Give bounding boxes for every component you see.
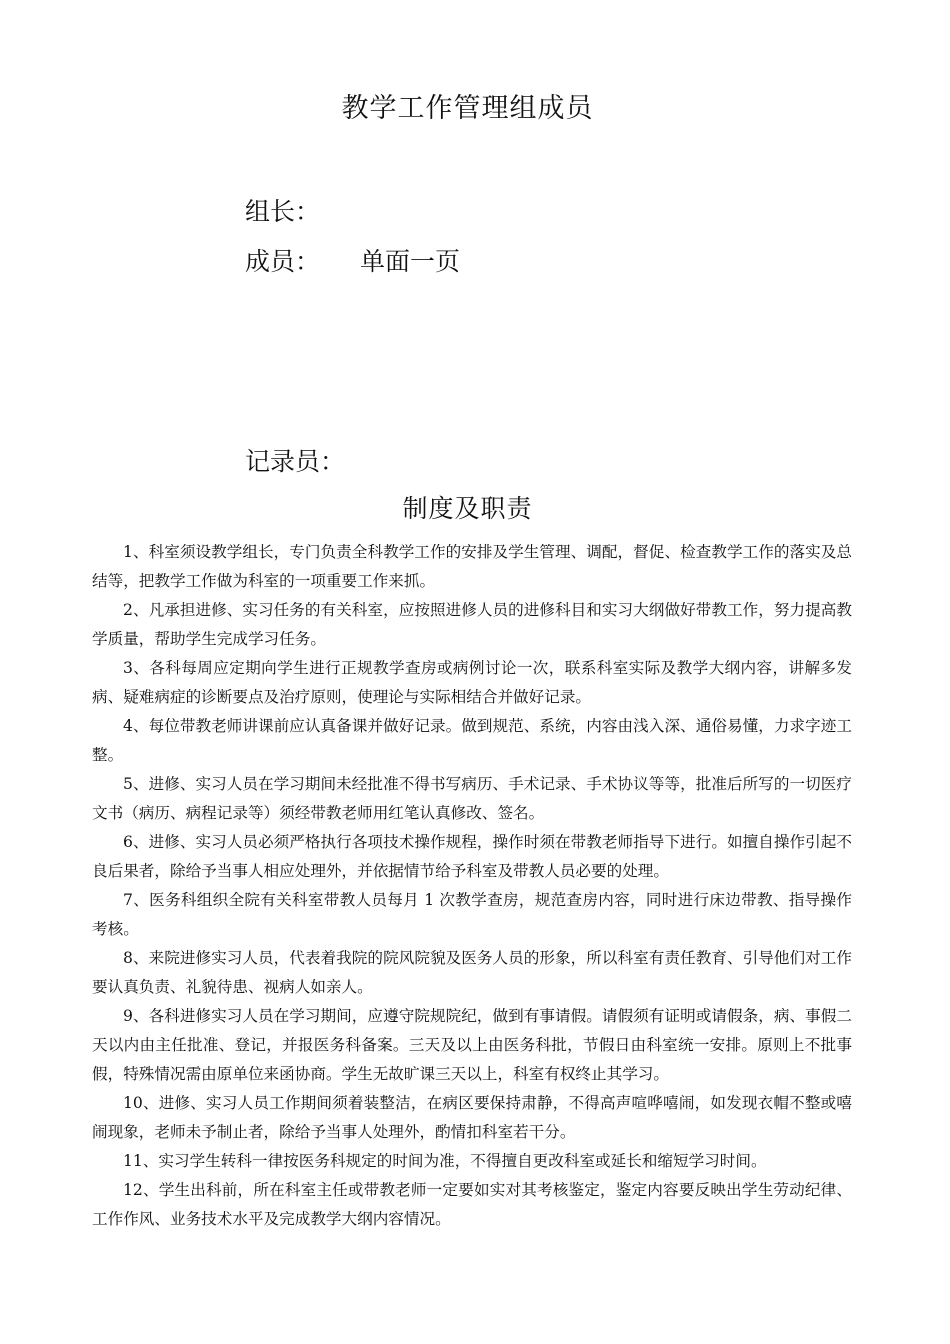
rule-item: 5、进修、实习人员在学习期间未经批准不得书写病历、手术记录、手术协议等等，批准后所写的一切医疗文书（病历、病程记录等）须经带教老师用红笔认真修改、签名。: [92, 775, 852, 822]
rule-item: 10、进修、实习人员工作期间须着装整洁，在病区要保持肃静，不得高声喧哗嘻闹，如发现衣帽不整或嘻闹现象，老师未予制止者，除给予当事人处理外，酌情扣科室若干分。: [92, 1094, 852, 1141]
rule-item: 2、凡承担进修、实习任务的有关科室，应按照进修人员的进修科目和实习大纲做好带教工作，努力提高教学质量，帮助学生完成学习任务。: [92, 601, 852, 648]
rule-item: 4、每位带教老师讲课前应认真备课并做好记录。做到规范、系统，内容由浅入深、通俗易懂，力求字迹工整。: [92, 717, 852, 764]
rule-item: 8、来院进修实习人员，代表着我院的院风院貌及医务人员的形象，所以科室有责任教育、引导他们对工作要认真负责、礼貌待患、视病人如亲人。: [92, 949, 852, 996]
rule-item: 3、各科每周应定期向学生进行正规教学查房或病例讨论一次，联系科室实际及教学大纲内容，讲解多发病、疑难病症的诊断要点及治疗原则，使理论与实际相结合并做好记录。: [92, 659, 852, 706]
members-field: [245, 242, 460, 278]
rule-item: 9、各科进修实习人员在学习期间，应遵守院规院纪，做到有事请假。请假须有证明或请假条，病、事假二天以内由主任批准、登记，并报医务科备案。三天及以上由医务科批，节假日由科室统一安排。原则上不批事假，特殊情况需由原单位来函协商。学生无故旷课三天以上，科室有权终止其学习。: [92, 1007, 852, 1083]
recorder-label: 记录员：: [245, 447, 346, 476]
team-leader-label: 组长：: [245, 197, 321, 226]
recorder-field: [245, 442, 345, 478]
rule-item: 12、学生出科前，所在科室主任或带教老师一定要如实对其考核鉴定，鉴定内容要反映出学生劳动纪律、工作作风、业务技术水平及完成教学大纲内容情况。: [92, 1181, 852, 1228]
rule-item: 7、医务科组织全院有关科室带教人员每月 1 次教学查房，规范查房内容，同时进行床边带教、指导操作考核。: [92, 891, 852, 938]
rule-item: 6、进修、实习人员必须严格执行各项技术操作规程，操作时须在带教老师指导下进行。如擅自操作引起不良后果者，除给予当事人相应处理外，并依据情节给予科室及带教人员必要的处理。: [92, 833, 852, 880]
members-label: 成员：: [245, 247, 321, 276]
rules-section-title: 制度及职责: [402, 494, 533, 523]
team-leader-field: [245, 192, 320, 228]
rules-list: [92, 538, 852, 1234]
rule-item: 11、实习学生转科一律按医务科规定的时间为准，不得擅自更改科室或延长和缩短学习时间。: [123, 1152, 767, 1170]
members-value: 单面一页: [360, 247, 461, 276]
document-title: 教学工作管理组成员: [341, 93, 594, 124]
rule-item: 1、科室须设教学组长，专门负责全科教学工作的安排及学生管理、调配，督促、检查教学工作的落实及总结等，把教学工作做为科室的一项重要工作来抓。: [92, 543, 852, 590]
